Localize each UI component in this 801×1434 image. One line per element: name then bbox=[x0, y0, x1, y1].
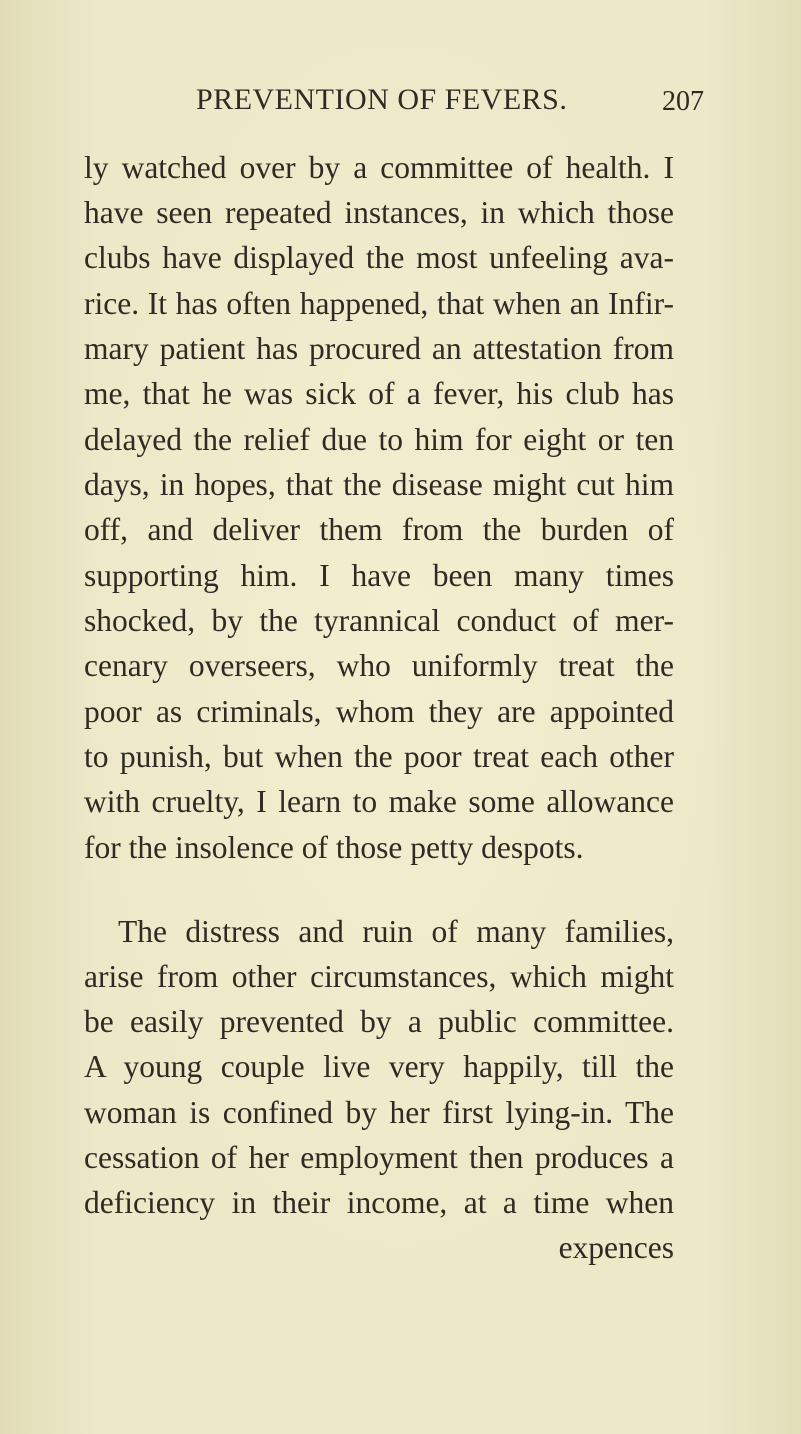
text-line: arise from other circumstances, which might bbox=[84, 959, 674, 994]
text-line: poor as criminals, whom they are appointed bbox=[84, 694, 674, 729]
text-line: days, in hopes, that the disease might cut him bbox=[84, 467, 674, 502]
text-line: delayed the relief due to him for eight or ten bbox=[84, 422, 674, 457]
text-line: supporting him. I have been many times bbox=[84, 558, 674, 593]
text-line: to punish, but when the poor treat each other bbox=[84, 739, 674, 774]
page-header bbox=[196, 78, 716, 122]
text-line: for the insolence of those petty despots. bbox=[84, 830, 584, 865]
text-line: ly watched over by a committee of health. I bbox=[84, 150, 674, 185]
text-line: A young couple live very happily, till the bbox=[84, 1049, 674, 1084]
text-line: off, and deliver them from the burden of bbox=[84, 512, 674, 547]
text-line: with cruelty, I learn to make some allowance bbox=[84, 784, 674, 819]
text-line: rice. It has often happened, that when an Infir- bbox=[84, 286, 674, 321]
catchword: expences bbox=[558, 1230, 674, 1265]
text-line: cenary overseers, who uniformly treat the bbox=[84, 648, 674, 683]
text-line: clubs have displayed the most unfeeling ava- bbox=[84, 240, 674, 275]
page-number: 207 bbox=[662, 86, 704, 117]
running-head: PREVENTION OF FEVERS. bbox=[196, 83, 568, 116]
text-line: me, that he was sick of a fever, his club has bbox=[84, 376, 674, 411]
text-line: The distress and ruin of many families, bbox=[118, 914, 674, 949]
text-line: mary patient has procured an attestation from bbox=[84, 331, 674, 366]
text-line: have seen repeated instances, in which those bbox=[84, 195, 674, 230]
text-line: deficiency in their income, at a time when bbox=[84, 1185, 674, 1220]
text-line: shocked, by the tyrannical conduct of mer- bbox=[84, 603, 674, 638]
text-line: be easily prevented by a public committee. bbox=[84, 1004, 674, 1039]
text-line: woman is confined by her first lying-in. The bbox=[84, 1095, 674, 1130]
text-line: cessation of her employment then produces a bbox=[84, 1140, 674, 1175]
